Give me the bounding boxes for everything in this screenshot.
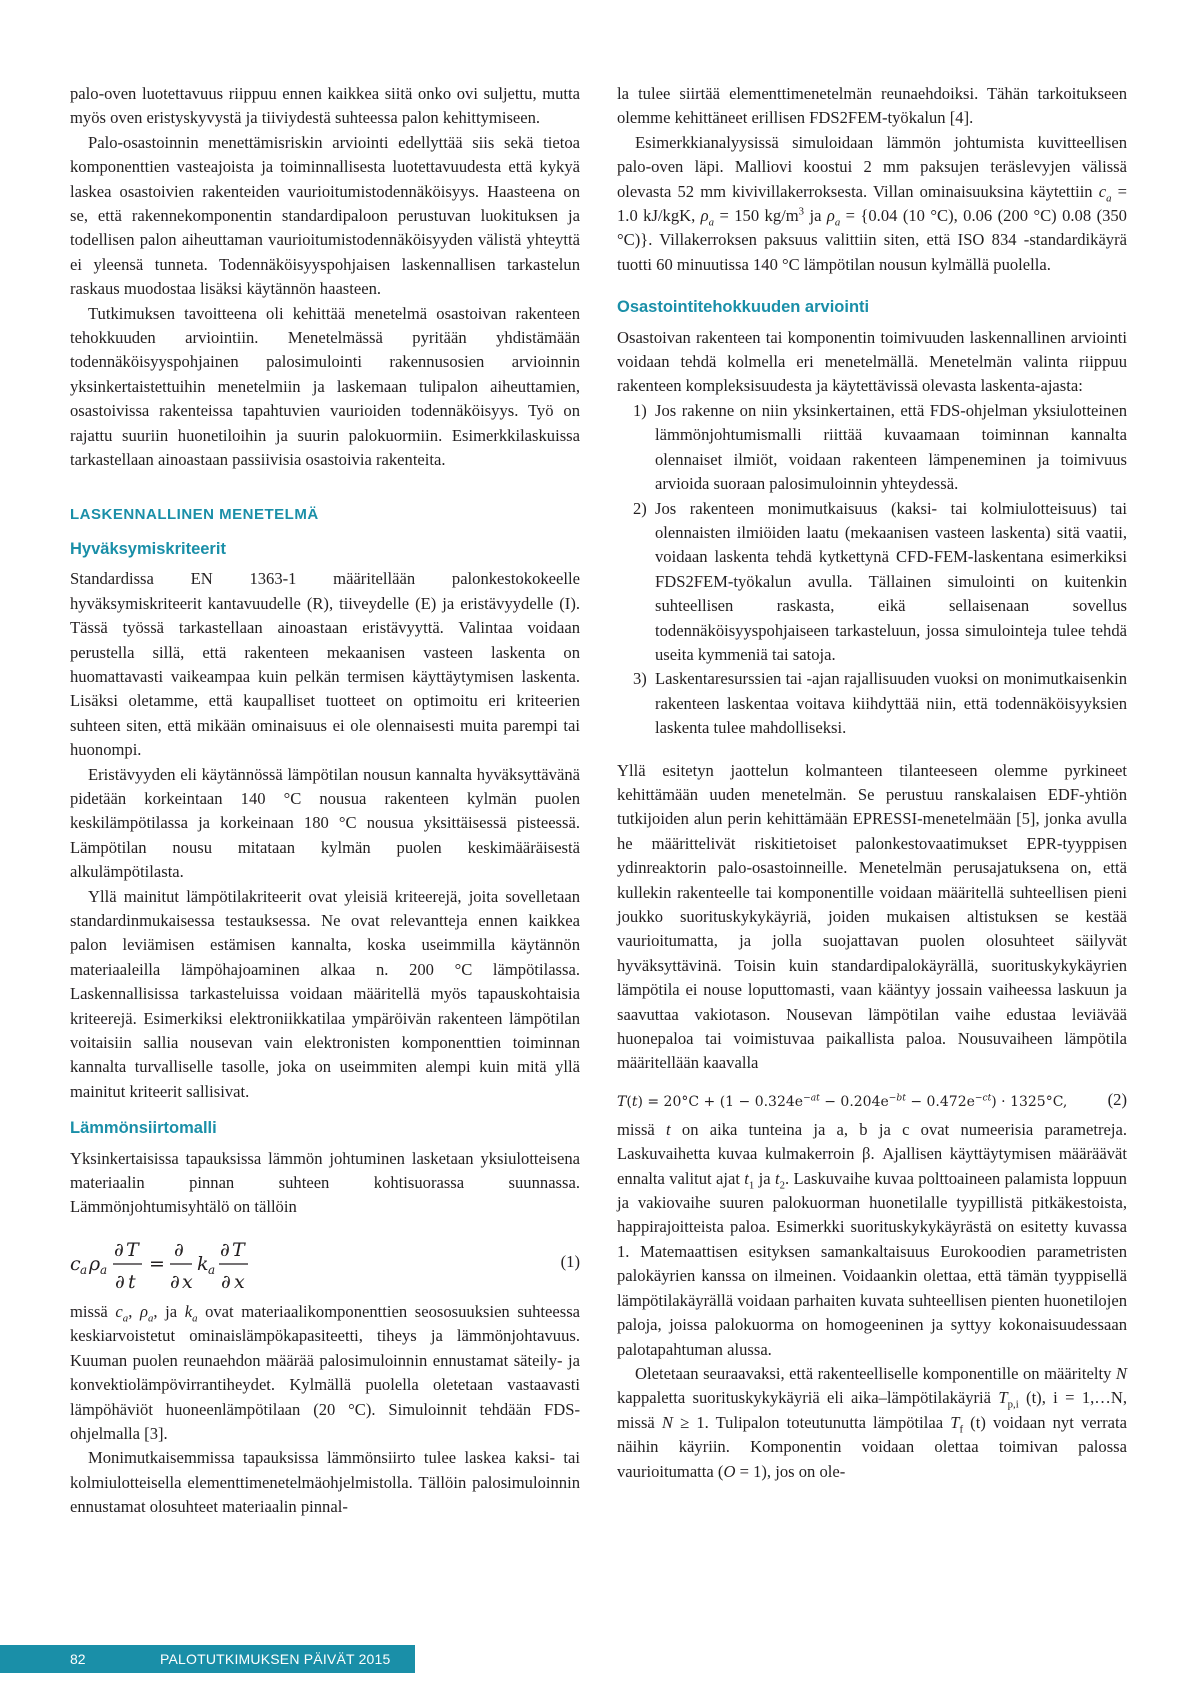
paragraph: Yksinkertaisissa tapauksissa lämmön johtuminen lasketaan yksiulotteisena materiaalin pinnan suhteen kohtisuorassa suunnassa. Lämmönjohtumisyhtälö on tällöin	[70, 1148, 580, 1217]
paragraph: Oletetaan seuraavaksi, että rakenteelliselle komponentille on määritelty N kappaletta suorituskykykäyriä eli aika–lämpötilakäyriä $T_{p,i}$ (t), i = 1,…N, missä N ≥ 1. Tulipalon toteutunutta lämpötilaa $T_f$ (t) voidaan nyt verrata näihin käyriin. Komponentin voidaan olettaa toimivan palossa vaurioitumatta (O = 1), jos on ole-	[617, 1363, 1127, 1481]
paragraph: missä $c_a$, $\rho_a$, ja $k_a$ ovat materiaalikomponenttien seososuuksien suhteessa keskiarvoistetut ominaislämpökapasiteetti, tiheys ja lämmönjohtavuus. Kuuman puolen reunaehdon määrää palosimuloinnin ennustamat säteily- ja konvektiolämpövirrantiheydet. Kylmällä puolella oletetaan vastaavasti lämpöhäviöt huoneenlämpötilaan (20 °C). Simuloinnit tehdään FDS-ohjelmalla [3].	[70, 1301, 581, 1443]
svg-text:x: x	[182, 1270, 193, 1293]
equation-1	[70, 1226, 580, 1296]
journal-title: PALOTUTKIMUKSEN PÄIVÄT 2015	[160, 1651, 391, 1667]
paragraph: missä t on aika tunteina ja a, b ja c ovat numeerisia parametreja. Laskuvaihetta kuvaa kulmakerroin β. Ajallisen käyttäytymisen määräävät ennalta valitut ajat $t_1$ ja $t_2$. Laskuvaihe kuvaa polttoaineen palamista loppuun ja vakiovaihe suuren palokuorman huonetilalle tyypillistä pitkäkestoista, happirajoitteista paloa. Esimerkki suorituskykykäyrästä on esitetty kuvassa 1. Matemaattisen esityksen samankaltaisuus Eurokoodien parametristen palokäyrien kanssa on ilmeinen. Voidaankin olettaa, että tämän tyyppisellä lämpötilakäyrällä voidaan parhaiten kuvata suhteellisen pienten huonetilojen paloja, joissa palokuorma on homogeeninen ja syttyy kokonaisuudessaan palotapahtuman alussa.	[617, 1119, 1127, 1359]
svg-text:T: T	[126, 1238, 139, 1261]
equation-2	[617, 1084, 1127, 1118]
paragraph: Esimerkkianalyysissä simuloidaan lämmön johtumista kuvitteellisen palo-oven läpi. Malliovi koostui 2 mm paksujen teräslevyjen välissä olevasta 52 mm kivivillakerroksesta. Villan ominaisuuksina käytettiin $c_a = 1.0$ kJ/kgK, $\rho_a = 150$ $kg/m^3$ ja $\rho_a = \{0.04$ (10 °C), 0.06 (200 °C) 0.08 (350 °C)}. Villakerroksen paksuus valittiin siten, että ISO 834 -standardikäyrä tuotti 60 minuutissa 140 °C lämpötilan nousun kylmällä puolella.	[617, 132, 1127, 274]
performance-curve-formula: $T(t) = 20^\circ C + (1 - 0.324e^{-at} - 0.204e^{-bt} - 0.472e^{-ct}) \cdot 1325^\circ C$,	[617, 1093, 1068, 1110]
paragraph: Monimutkaisemmissa tapauksissa lämmönsiirto tulee laskea kaksi- tai kolmiulotteisella elementtimenetelmäohjelmistolla. Tällöin palosimuloinnin ennustamat olosuhteet materiaalin pinnal-	[70, 1448, 580, 1517]
svg-text:∂: ∂	[115, 1270, 125, 1293]
right-column	[617, 82, 1127, 1484]
list-item: 2) Jos rakenteen monimutkaisuus (kaksi- tai kolmiulotteisuus) tai olennaisten ilmiöiden laatu (mekaanisen vasteen laskenta) sitä vaatii, voidaan laskenta tehdä kytkettynä CFD-FEM-laskentana esimerkiksi FDS2FEM-työkalun avulla. Tällainen simulointi on kuitenkin suhteellisen raskasta, eikä sellaisenaan sovellus todennäköisyyspohjaiseen tarkasteluun, jossa simulointeja tulee tehdä useita kymmeniä tai satoja.	[633, 498, 1127, 664]
method-list	[617, 399, 1127, 741]
svg-text:=: =	[149, 1252, 165, 1275]
svg-text:k: k	[197, 1252, 209, 1275]
svg-text:∂: ∂	[221, 1270, 231, 1293]
paragraph: Yllä mainitut lämpötilakriteerit ovat yleisiä kriteerejä, joita sovelletaan standardinmukaisessa testauksessa. Ne ovat relevantteja ennen kaikkea palon leviämisen estämisen kannalta, koska useimmilla käytännön materiaaleilla lämpöhajoaminen alkaa n. 200 °C lämpötilassa. Laskennallisissa tarkasteluissa voidaan määritellä myös tapauskohtaisia kriteerejä. Esimerkiksi elektroniikkatilaa ympäröivän rakenteen lämpötilan voitaisiin sallia nousevan vain elektronisten komponenttien toiminnan kannalta turvalliselle tasolle, joka on useimmiten alempi kuin mitä yllä mainitut kriteerit sallisivat.	[70, 886, 580, 1101]
paragraph: Yllä esitetyn jaottelun kolmanteen tilanteeseen olemme pyrkineet kehittämään uuden menetelmän. Se perustuu ranskalaisen EDF-yhtiön tutkijoiden alun perin kehittämään EPRESSI-menetelmään [5], jonka avulla he määrittelivät riskitietoiset palonkestovaatimukset EPR-tyyppisen ydinreaktorin palo-osastoinneille. Menetelmän perusajatuksena on, että kullekin rakenteelle tai komponentille voidaan määritellä suhteellisen pieni joukko suorituskykykäyriä, joiden mukaisen altistuksen se kestää vaurioitumatta, ja jolla suojattavan puolen olosuhteet säilyvät hyväksyttävinä. Toisin kuin standardipalokäyrällä, suorituskykykäyrien lämpötila ei nouse loputtomasti, vaan kääntyy jossain vaiheessa laskuun ja saavuttaa vakiotason. Nousevan lämpötilan vaihe edustaa leviävää huonepaloa tai voimistuvaa paikallista paloa. Nousuvaiheen lämpötila määritellään kaavalla	[617, 760, 1127, 1073]
svg-text:∂: ∂	[170, 1270, 180, 1293]
paragraph: Osastoivan rakenteen tai komponentin toimivuuden laskennallinen arviointi voidaan tehdä kolmella eri menetelmällä. Menetelmän valinta riippuu rakenteen kompleksisuudesta ja käytettävissä olevasta laskenta-ajasta:	[617, 327, 1127, 396]
paragraph: Standardissa EN 1363-1 määritellään palonkestokokeelle hyväksymiskriteerit kantavuudelle (R), tiiveydelle (E) ja eristävyydelle (I). Tässä työssä tarkastellaan ainoastaan eristävyyttä. Valintaa voidaan perustella sillä, että rakenteen mekaanisen vasteen laskenta on huomattavasti vaikeampaa kuin pelkän termisen käyttäytymisen laskenta. Lisäksi oletamme, että kaupalliset tuotteet on optimoitu eri kriteerien suhteen siten, että mikään ominaisuus ei ole olennaisesti muita parempi tai huonompi.	[70, 569, 580, 760]
subsection-heading: Lämmönsiirtomalli	[70, 1119, 217, 1138]
paragraph: la tulee siirtää elementtimenetelmän reunaehdoiksi. Tähän tarkoitukseen olemme kehittäneet erillisen FDS2FEM-työkalun [4].	[617, 84, 1127, 128]
svg-text:∂: ∂	[174, 1238, 184, 1261]
svg-text:c: c	[70, 1252, 81, 1275]
paragraph: palo-oven luotettavuus riippuu ennen kaikkea siitä onko ovi suljettu, mutta myös oven eristyskyvystä ja tiiviydestä suhteessa palon kehittymiseen.	[70, 84, 580, 128]
svg-text:x: x	[234, 1270, 245, 1293]
svg-text:t: t	[128, 1270, 136, 1293]
svg-text:ρ: ρ	[89, 1252, 101, 1275]
paragraph: Tutkimuksen tavoitteena oli kehittää menetelmä osastoivan rakenteen tehokkuuden arviointiin. Menetelmässä pyritään yhdistämään todennäköisyyspohjainen palosimulointi rakennusosien arvioinnin yksinkertaistettuihin menetelmiin ja laskemaan tulipalon aiheuttamien, osastoivissa rakenteissa tapahtuvien vaurioiden todennäköisyys. Työ on rajattu suuriin huonetiloihin ja suurin palokuormiin. Esimerkkilaskuissa tarkastellaan ainoastaan passiivisia osastoivia rakenteita.	[70, 303, 580, 470]
svg-text:∂: ∂	[220, 1238, 230, 1261]
page-footer	[0, 1645, 415, 1673]
subsection-heading: Hyväksymiskriteerit	[70, 539, 226, 558]
section-heading: LASKENNALLINEN MENETELMÄ	[70, 505, 319, 523]
list-item: 3) Laskentaresurssien tai -ajan rajallisuuden vuoksi on monimutkaisenkin rakenteen laskentaa voitava kiihdyttää niin, että todennäköisyyksien laskenta tulee mahdolliseksi.	[633, 669, 1127, 738]
page-number: 82	[70, 1651, 86, 1667]
equation-number: (2)	[1107, 1089, 1127, 1109]
subsection-heading: Osastointitehokkuuden arviointi	[617, 298, 870, 317]
heat-equation-formula	[70, 1226, 310, 1296]
equation-number: (1)	[560, 1251, 580, 1271]
svg-text:∂: ∂	[114, 1238, 124, 1261]
paragraph: Palo-osastoinnin menettämisriskin arviointi edellyttää siis sekä tietoa komponenttien vasteajoista ja toiminnallisesta luotettavuudesta että kykyä laskea osastoivien rakenteiden vaurioitumistodennäköisyys. Haasteena on se, että rakennekomponentin standardipaloon perustuvan luokituksen ja todellisen palon aiheuttaman vaurioitumistodennäköisyyden välistä yhteyttä ei yleensä tunneta. Todennäköisyyspohjaisen laskennallisen tarkastelun raskaus muodostaa lisäksi käytännön haasteen.	[70, 132, 580, 299]
svg-text:T: T	[232, 1238, 245, 1261]
svg-text:a: a	[208, 1262, 216, 1277]
left-column	[70, 82, 580, 1520]
paragraph: Eristävyyden eli käytännössä lämpötilan nousun kannalta hyväksyttävänä pidetään korkeintaan 140 °C nousua rakenteen kylmän puolen keskilämpötilassa ja korkeinaan 180 °C nousua yksittäisessä pisteessä. Lämpötilan nousu mitataan kylmän puolen keskimääräisestä alkulämpötilasta.	[70, 764, 580, 882]
svg-text:a: a	[80, 1262, 88, 1277]
svg-text:a: a	[100, 1262, 108, 1277]
list-item: 1) Jos rakenne on niin yksinkertainen, että FDS-ohjelman yksiulotteinen lämmönjohtumismalli riittää kuvaamaan toiminnan kannalta olennaiset ilmiöt, voidaan rakenteen lämpeneminen ja toimivuus arvioida suoraan palosimuloinnin yhteydessä.	[633, 400, 1127, 494]
